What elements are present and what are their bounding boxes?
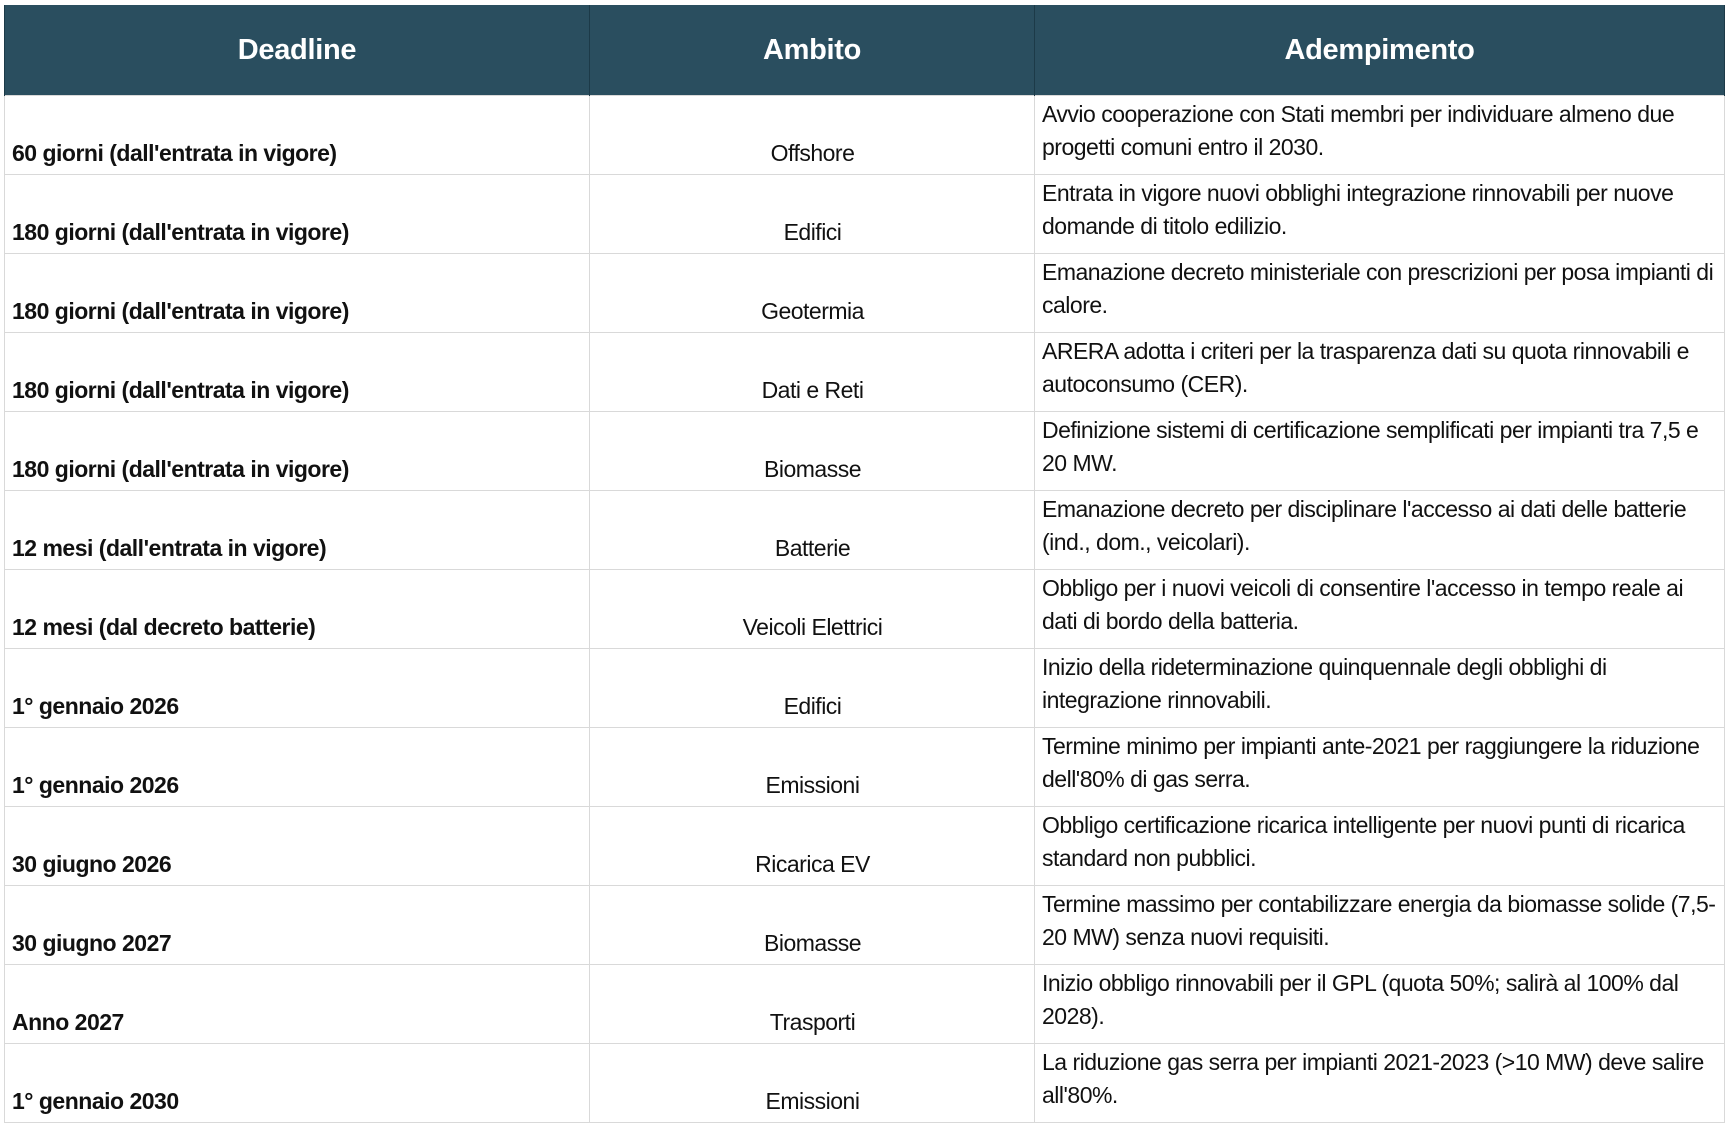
table-body bbox=[5, 96, 1725, 1123]
header-deadline: Deadline bbox=[5, 5, 590, 96]
cell-adempimento: La riduzione gas serra per impianti 2021-2023 (>10 MW) deve salire all'80%. bbox=[1035, 1044, 1725, 1123]
cell-ambito: Ricarica EV bbox=[590, 807, 1035, 886]
cell-deadline: 30 giugno 2026 bbox=[5, 807, 590, 886]
header-row bbox=[5, 5, 1725, 96]
cell-adempimento: Obbligo certificazione ricarica intelligente per nuovi punti di ricarica standard non pubblici. bbox=[1035, 807, 1725, 886]
deadlines-table bbox=[4, 5, 1725, 1123]
cell-ambito: Geotermia bbox=[590, 254, 1035, 333]
table-row bbox=[5, 254, 1725, 333]
deadlines-table-container bbox=[4, 5, 1724, 1123]
cell-ambito: Edifici bbox=[590, 649, 1035, 728]
table-row bbox=[5, 965, 1725, 1044]
cell-adempimento: Avvio cooperazione con Stati membri per individuare almeno due progetti comuni entro il 2030. bbox=[1035, 96, 1725, 175]
table-row bbox=[5, 649, 1725, 728]
cell-deadline: 1° gennaio 2030 bbox=[5, 1044, 590, 1123]
table-row bbox=[5, 96, 1725, 175]
cell-ambito: Emissioni bbox=[590, 728, 1035, 807]
cell-ambito: Biomasse bbox=[590, 886, 1035, 965]
header-ambito: Ambito bbox=[590, 5, 1035, 96]
cell-adempimento: Inizio obbligo rinnovabili per il GPL (quota 50%; salirà al 100% dal 2028). bbox=[1035, 965, 1725, 1044]
cell-ambito: Veicoli Elettrici bbox=[590, 570, 1035, 649]
cell-ambito: Dati e Reti bbox=[590, 333, 1035, 412]
cell-adempimento: Termine minimo per impianti ante-2021 per raggiungere la riduzione dell'80% di gas serra. bbox=[1035, 728, 1725, 807]
cell-ambito: Edifici bbox=[590, 175, 1035, 254]
table-row bbox=[5, 491, 1725, 570]
cell-adempimento: Entrata in vigore nuovi obblighi integrazione rinnovabili per nuove domande di titolo edilizio. bbox=[1035, 175, 1725, 254]
table-row bbox=[5, 728, 1725, 807]
cell-deadline: 180 giorni (dall'entrata in vigore) bbox=[5, 412, 590, 491]
cell-deadline: 12 mesi (dall'entrata in vigore) bbox=[5, 491, 590, 570]
cell-adempimento: Emanazione decreto ministeriale con prescrizioni per posa impianti di calore. bbox=[1035, 254, 1725, 333]
cell-deadline: 30 giugno 2027 bbox=[5, 886, 590, 965]
cell-ambito: Offshore bbox=[590, 96, 1035, 175]
table-header bbox=[5, 5, 1725, 96]
cell-ambito: Batterie bbox=[590, 491, 1035, 570]
cell-adempimento: Termine massimo per contabilizzare energia da biomasse solide (7,5-20 MW) senza nuovi requisiti. bbox=[1035, 886, 1725, 965]
cell-adempimento: Obbligo per i nuovi veicoli di consentire l'accesso in tempo reale ai dati di bordo della batteria. bbox=[1035, 570, 1725, 649]
cell-adempimento: Inizio della rideterminazione quinquennale degli obblighi di integrazione rinnovabili. bbox=[1035, 649, 1725, 728]
table-row bbox=[5, 570, 1725, 649]
table-row bbox=[5, 412, 1725, 491]
table-row bbox=[5, 807, 1725, 886]
table-row bbox=[5, 1044, 1725, 1123]
cell-ambito: Trasporti bbox=[590, 965, 1035, 1044]
cell-deadline: 180 giorni (dall'entrata in vigore) bbox=[5, 254, 590, 333]
cell-deadline: 1° gennaio 2026 bbox=[5, 728, 590, 807]
cell-ambito: Biomasse bbox=[590, 412, 1035, 491]
cell-deadline: 180 giorni (dall'entrata in vigore) bbox=[5, 333, 590, 412]
cell-ambito: Emissioni bbox=[590, 1044, 1035, 1123]
cell-deadline: 60 giorni (dall'entrata in vigore) bbox=[5, 96, 590, 175]
header-adempimento: Adempimento bbox=[1035, 5, 1725, 96]
table-row bbox=[5, 333, 1725, 412]
table-row bbox=[5, 175, 1725, 254]
cell-adempimento: Definizione sistemi di certificazione semplificati per impianti tra 7,5 e 20 MW. bbox=[1035, 412, 1725, 491]
cell-deadline: 12 mesi (dal decreto batterie) bbox=[5, 570, 590, 649]
cell-adempimento: Emanazione decreto per disciplinare l'accesso ai dati delle batterie (ind., dom., veicolari). bbox=[1035, 491, 1725, 570]
cell-deadline: Anno 2027 bbox=[5, 965, 590, 1044]
cell-deadline: 180 giorni (dall'entrata in vigore) bbox=[5, 175, 590, 254]
cell-adempimento: ARERA adotta i criteri per la trasparenza dati su quota rinnovabili e autoconsumo (CER). bbox=[1035, 333, 1725, 412]
cell-deadline: 1° gennaio 2026 bbox=[5, 649, 590, 728]
table-row bbox=[5, 886, 1725, 965]
